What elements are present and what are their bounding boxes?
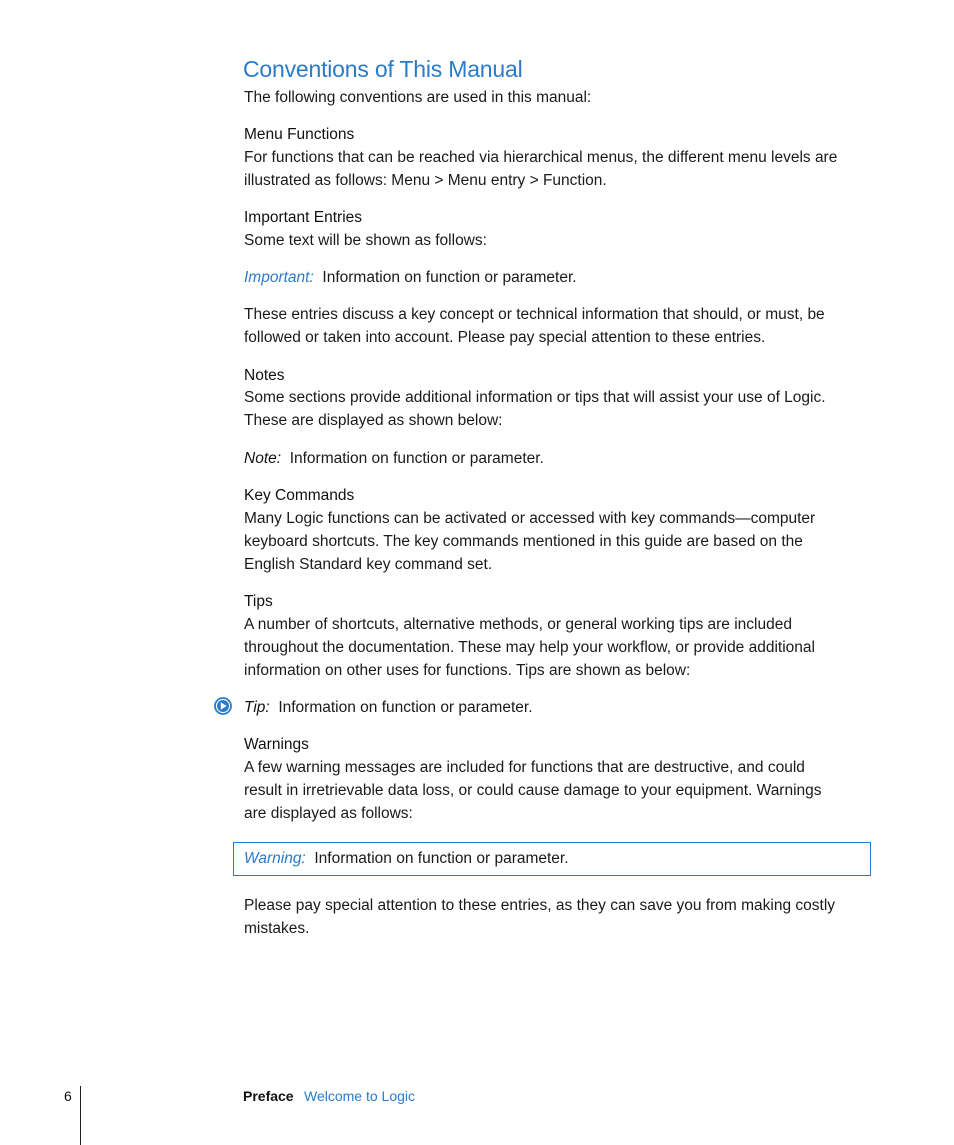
tips-heading: Tips — [244, 593, 273, 610]
warnings-after-1: Please pay special attention to these entries, as they can save you from making costly — [244, 897, 836, 914]
key-commands-text-2: keyboard shortcuts. The key commands mentioned in this guide are based on the — [244, 533, 803, 550]
tip-example-text: Information on function or parameter. — [278, 699, 533, 716]
intro-text: The following conventions are used in this manual: — [244, 89, 592, 106]
warnings-after-2: mistakes. — [244, 920, 310, 937]
key-commands-heading: Key Commands — [244, 487, 355, 504]
page-title: Conventions of This Manual — [243, 56, 523, 82]
important-label: Important: — [244, 269, 314, 286]
notes-text-1: Some sections provide additional information or tips that will assist your use of Logic. — [244, 389, 826, 406]
important-desc-2: followed or taken into account. Please pay special attention to these entries. — [244, 329, 766, 346]
important-example — [244, 266, 577, 289]
warning-label: Warning: — [244, 850, 306, 867]
tip-label: Tip: — [244, 699, 270, 716]
warning-example — [244, 847, 569, 870]
tip-example — [244, 696, 533, 719]
notes-text-2: These are displayed as shown below: — [244, 412, 503, 429]
key-commands-text-1: Many Logic functions can be activated or accessed with key commands—computer — [244, 510, 816, 527]
warnings-text-3: are displayed as follows: — [244, 805, 413, 822]
important-example-text: Information on function or parameter. — [322, 269, 577, 286]
tips-text-3: information on other uses for functions. Tips are shown as below: — [244, 662, 691, 679]
note-example-text: Information on function or parameter. — [289, 450, 544, 467]
tip-arrow-icon — [214, 697, 232, 715]
page-number: 6 — [64, 1088, 72, 1104]
notes-heading: Notes — [244, 367, 285, 384]
warnings-heading: Warnings — [244, 736, 309, 753]
footer-chapter: Welcome to Logic — [304, 1088, 416, 1104]
important-desc-1: These entries discuss a key concept or technical information that should, or must, be — [244, 306, 825, 323]
important-entries-heading: Important Entries — [244, 209, 363, 226]
note-label: Note: — [244, 450, 282, 467]
menu-functions-heading: Menu Functions — [244, 126, 355, 143]
important-entries-text: Some text will be shown as follows: — [244, 232, 487, 249]
footer-divider — [80, 1086, 81, 1145]
menu-functions-text-2: illustrated as follows: Menu > Menu entry > Function. — [244, 172, 607, 189]
warning-example-text: Information on function or parameter. — [314, 850, 569, 867]
tips-text-2: throughout the documentation. These may help your workflow, or provide additional — [244, 639, 815, 656]
note-example — [244, 447, 544, 470]
warnings-text-1: A few warning messages are included for functions that are destructive, and could — [244, 759, 805, 776]
menu-functions-text-1: For functions that can be reached via hierarchical menus, the different menu levels are — [244, 149, 838, 166]
key-commands-text-3: English Standard key command set. — [244, 556, 493, 573]
footer-section: Preface — [243, 1088, 294, 1104]
warnings-text-2: result in irretrievable data loss, or could cause damage to your equipment. Warnings — [244, 782, 822, 799]
tips-text-1: A number of shortcuts, alternative methods, or general working tips are included — [244, 616, 792, 633]
